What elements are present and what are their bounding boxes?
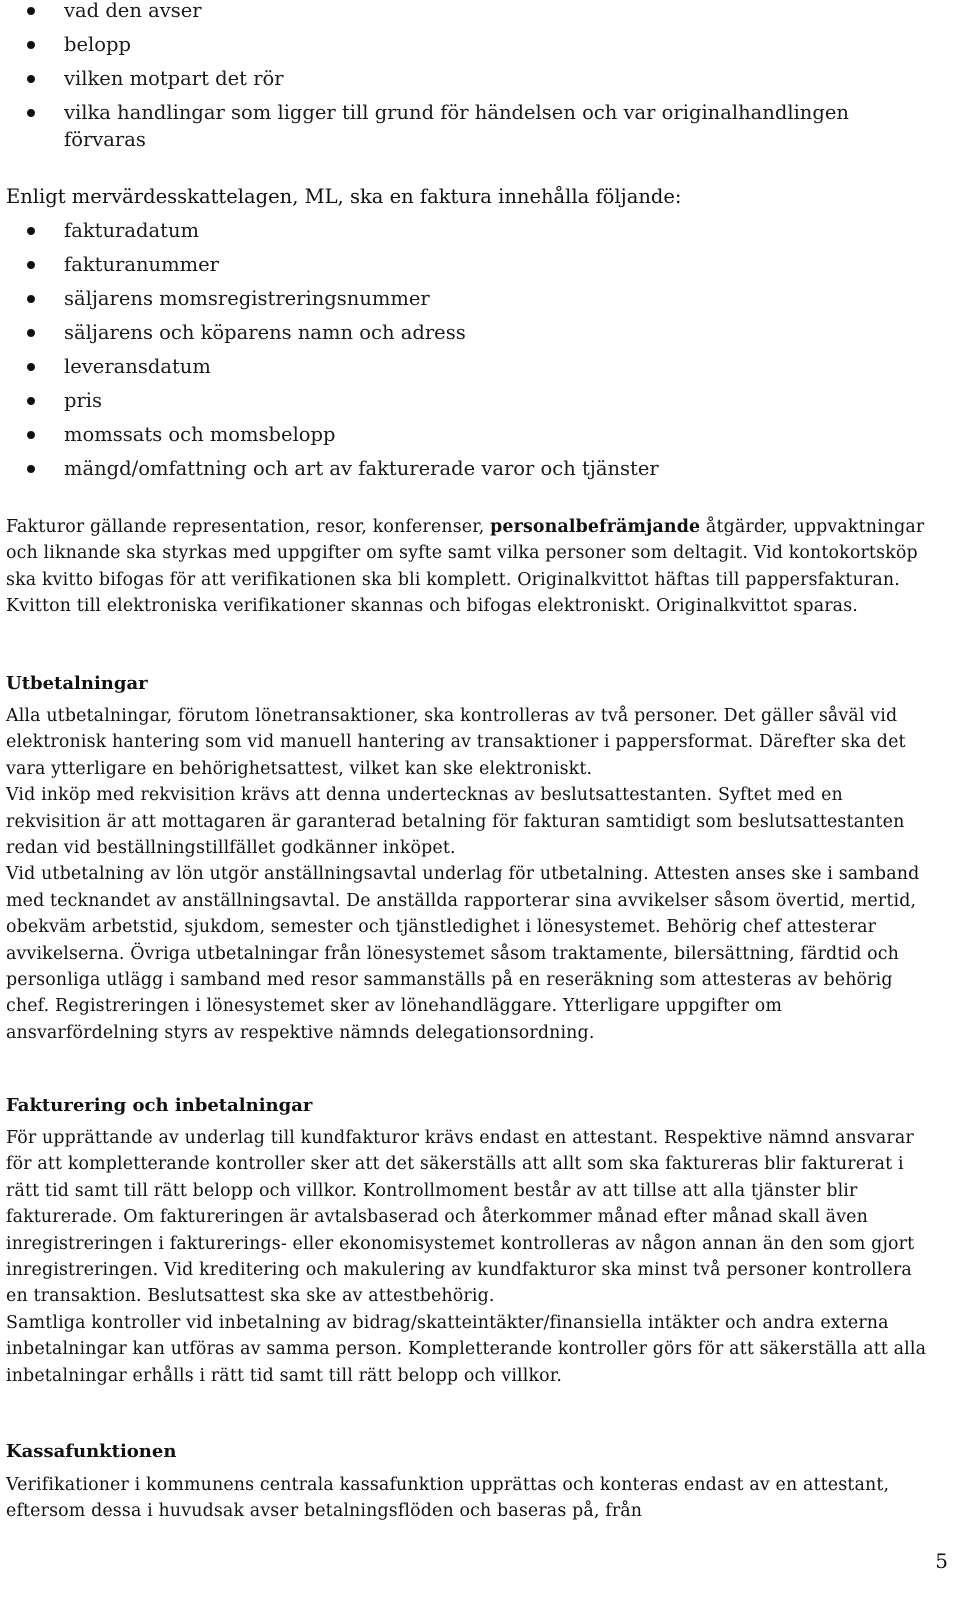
bold-term: personalbefrämjande bbox=[490, 517, 701, 537]
bullet-icon bbox=[27, 261, 35, 269]
bullet-icon bbox=[27, 363, 35, 371]
section-heading-kassafunktionen: Kassafunktionen bbox=[6, 1441, 177, 1462]
bullet-icon bbox=[27, 329, 35, 337]
list-item: leveransdatum bbox=[6, 353, 916, 380]
bullet-icon bbox=[27, 295, 35, 303]
section-heading-fakturering: Fakturering och inbetalningar bbox=[6, 1095, 313, 1116]
bullet-icon bbox=[27, 109, 35, 117]
list-item: fakturanummer bbox=[6, 251, 916, 278]
fakturor-paragraph: Fakturor gällande representation, resor, konferenser, personalbefrämjande åtgärder, uppvaktningar och liknande ska styrkas med uppgifter om syfte samt vilka personer som deltagit. Vid kontokortsköp ska kvitto bifogas för att verifikationen ska bli komplett. Originalkvittot häftas till pappersfakturan. Kvitton till elektroniska verifikationer skannas och bifogas elektroniskt. Originalkvittot sparas. bbox=[6, 517, 925, 617]
list-item: momssats och momsbelopp bbox=[6, 421, 916, 448]
list-item: vilka handlingar som ligger till grund för händelsen och var originalhandlingen förvaras bbox=[6, 99, 916, 153]
paragraph: Verifikationer i kommunens centrala kassafunktion upprättas och konteras endast av en attestant, eftersom dessa i huvudsak avser betalningsflöden och baseras på, från bbox=[6, 1475, 890, 1522]
list-item: säljarens momsregistreringsnummer bbox=[6, 285, 916, 312]
bullet-icon bbox=[27, 7, 35, 15]
page-number: 5 bbox=[935, 1549, 948, 1573]
bullet-icon bbox=[27, 397, 35, 405]
bullet-icon bbox=[27, 227, 35, 235]
paragraph: Alla utbetalningar, förutom lönetransaktioner, ska kontrolleras av två personer. Det gäller såväl vid elektronisk hantering som vid manuell hantering av transaktioner i pappersformat. Därefter ska det vara ytterligare en behörighetsattest, vilket kan ske elektroniskt. bbox=[6, 706, 906, 779]
list-item: belopp bbox=[6, 31, 916, 58]
bullet-list-invoice-requirements bbox=[6, 217, 916, 489]
bullet-icon bbox=[27, 41, 35, 49]
ml-intro-text: Enligt mervärdesskattelagen, ML, ska en faktura innehålla följande: bbox=[6, 185, 682, 208]
bullet-icon bbox=[27, 431, 35, 439]
list-item: mängd/omfattning och art av fakturerade varor och tjänster bbox=[6, 455, 916, 482]
bullet-icon bbox=[27, 465, 35, 473]
paragraph: För upprättande av underlag till kundfakturor krävs endast en attestant. Respektive nämnd ansvarar för att kompletterande kontroller sker att det säkerställs att allt som ska faktureras blir fakturerat i rätt tid samt till rätt belopp och villkor. Kontrollmoment består av att tillse att alla tjänster blir fakturerade. Om faktureringen är avtalsbaserad och återkommer månad efter månad skall även inregistreringen i fakturerings- eller ekonomisystemet kontrolleras av någon annan än den som gjort inregistreringen. Vid kreditering och makulering av kundfakturor ska minst två personer kontrollera en transaktion. Beslutsattest ska ske av attestbehörig. bbox=[6, 1128, 915, 1307]
paragraph: Samtliga kontroller vid inbetalning av bidrag/skatteintäkter/finansiella intäkter och andra externa inbetalningar kan utföras av samma person. Kompletterande kontroller görs för att säkerställa att alla inbetalningar erhålls i rätt tid samt till rätt belopp och villkor. bbox=[6, 1312, 927, 1386]
list-item: vilken motpart det rör bbox=[6, 65, 916, 92]
kassa-body bbox=[6, 1472, 936, 1525]
list-item: pris bbox=[6, 387, 916, 414]
bullet-icon bbox=[27, 75, 35, 83]
paragraph: Vid inköp med rekvisition krävs att denna undertecknas av beslutsattestanten. Syftet med en rekvisition är att mottagaren är garanterad betalning för fakturan samtidigt som beslutsattestanten redan vid beställningstillfället godkänner inköpet. bbox=[6, 785, 905, 859]
section-heading-utbetalningar: Utbetalningar bbox=[6, 673, 148, 694]
fakturering-body bbox=[6, 1125, 936, 1389]
utbetalningar-body bbox=[6, 703, 936, 1046]
list-item: säljarens och köparens namn och adress bbox=[6, 319, 916, 346]
list-item: vad den avser bbox=[6, 0, 916, 24]
list-item: fakturadatum bbox=[6, 217, 916, 244]
paragraph: Vid utbetalning av lön utgör anställningsavtal underlag för utbetalning. Attesten anses ske i samband med tecknandet av anställningsavtal. De anställda rapporterar sina avvikelser såsom övertid, mertid, obekväm arbetstid, sjukdom, semester och tjänstledighet i lönesystemet. Behörig chef attesterar avvikelserna. Övriga utbetalningar från lönesystemet såsom traktamente, bilersättning, färdtid och personliga utlägg i samband med resor sammanställs på en reseräkning som attesteras av behörig chef. Registreringen i lönesystemet sker av lönehandläggare. Ytterligare uppgifter om ansvarfördelning styrs av respektive nämnds delegationsordning. bbox=[6, 864, 920, 1043]
bullet-list-entry-details bbox=[6, 0, 916, 160]
